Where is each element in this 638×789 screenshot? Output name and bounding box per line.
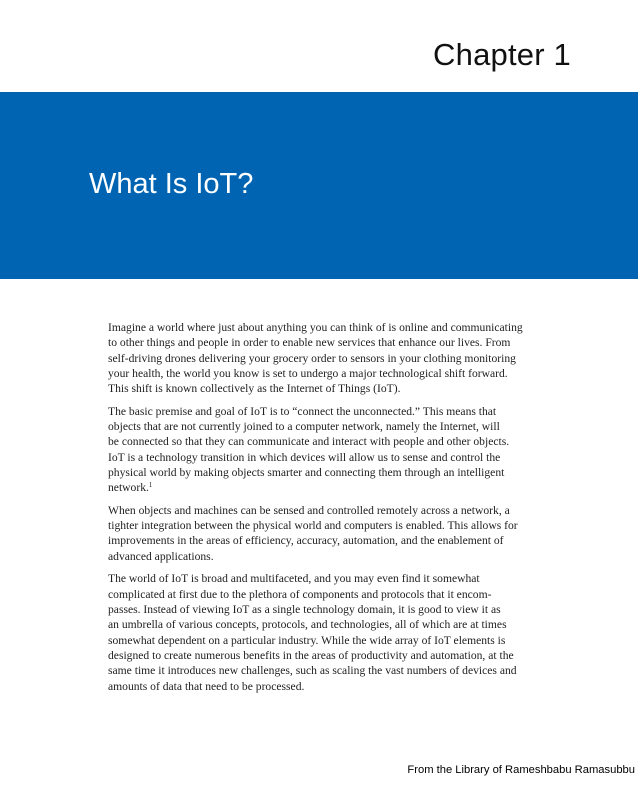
paragraph-3: When objects and machines can be sensed and controlled remotely across a network, a tighter integration between the physical world and computers is enabled. This allows for improvements in the areas of efficiency, accuracy, automation, and the enablement of advanced applications. [108,503,518,563]
footnote-ref[interactable]: 1 [148,481,153,490]
paragraph-1: Imagine a world where just about anything you can think of is online and communicating to other things and people in order to enable new services that enhance our lives. From self-driving drones delivering your grocery order to sensors in your clothing monitoring your health, the world you know is set to undergo a major technological shift forward. This shift is known collectively as the Internet of Things (IoT). [108,321,523,396]
chapter-title: What Is IoT? [89,168,254,200]
body-text [108,320,538,701]
paragraph-4: The world of IoT is broad and multifaceted, and you may even find it somewhat complicated at first due to the plethora of components and protocols that it encom- passes. Instead of viewing IoT as a single technology domain, it is good to view it as an umbrella of various concepts, protocols, and technologies, all of which are at times somewhat dependent on a particular industry. While the wide array of IoT elements is designed to create numerous benefits in the areas of productivity and automation, at the same time it introduces new challenges, such as scaling the vast numbers of devices and amounts of data that need to be processed. [108,572,517,693]
chapter-number: Chapter 1 [433,37,571,72]
library-footer: From the Library of Rameshbabu Ramasubbu [407,764,635,776]
paragraph-2-text: The basic premise and goal of IoT is to “connect the unconnected.” This means that objects that are not currently joined to a computer network, namely the Internet, will be connected so that they can communicate and interact with people and other objects. IoT is a technology transition in which devices will allow us to sense and control the physical world by making objects smarter and connecting them through an intelligent network. [108,404,510,495]
paragraph-2 [108,404,538,496]
